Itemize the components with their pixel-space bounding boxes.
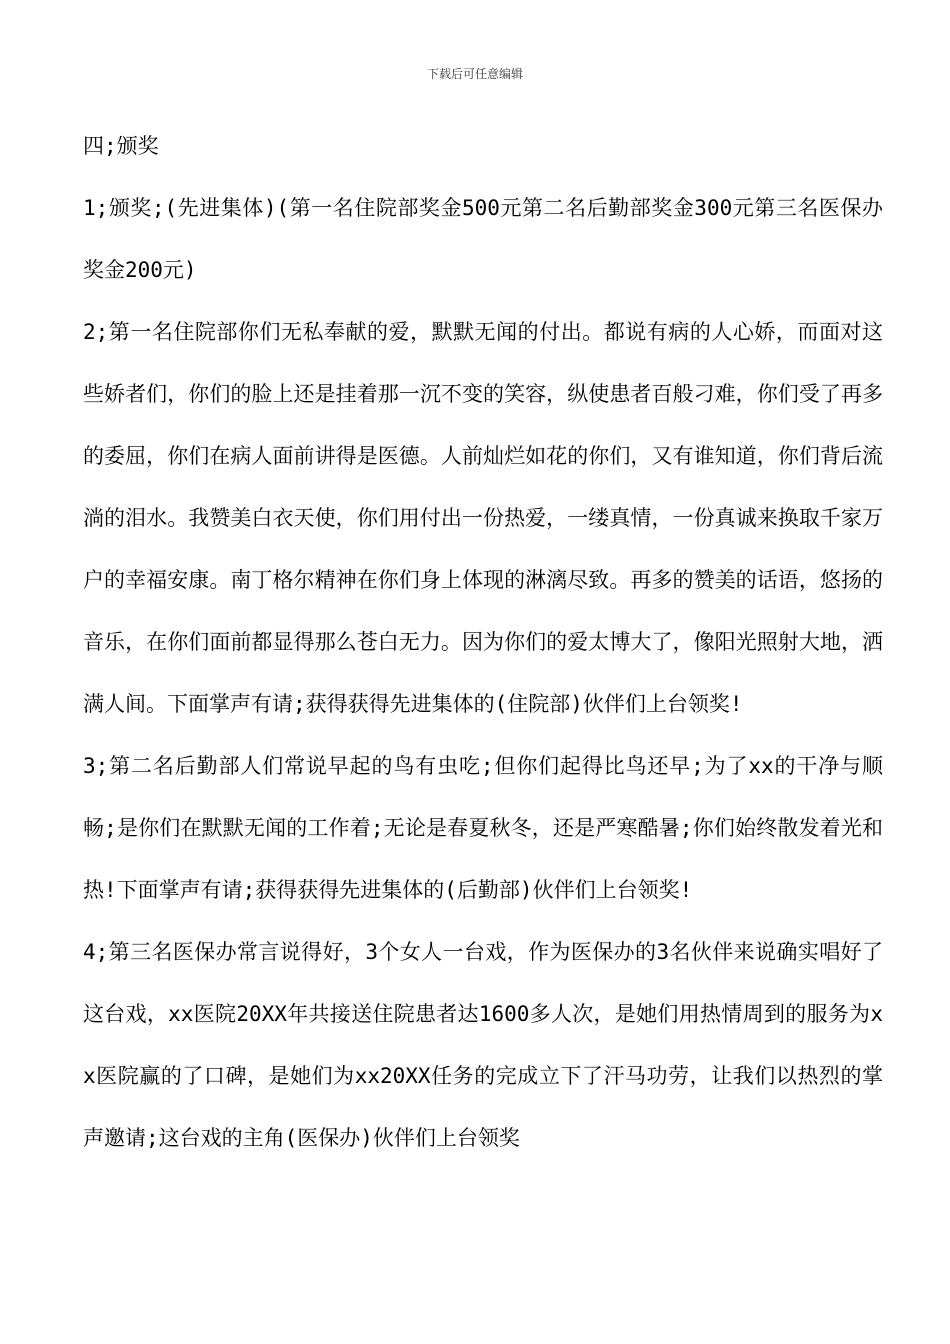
document-body [83, 115, 883, 1169]
paragraph-3: 3;第二名后勤部人们常说早起的鸟有虫吃;但你们起得比鸟还早;为了xx的干净与顺畅;是你们在默默无闻的工作着;无论是春夏秋冬，还是严寒酷暑;你们始终散发着光和热!下面掌声有请;获得获得先进集体的(后勤部)伙伴们上台领奖! [83, 754, 883, 902]
paragraph-4: 4;第三名医保办常言说得好，3个女人一台戏，作为医保办的3名伙伴来说确实唱好了这台戏，xx医院20XX年共接送住院患者达1600多人次，是她们用热情周到的服务为xx医院赢的了口碑，是她们为xx20XX任务的完成立下了汗马功劳，让我们以热烈的掌声邀请;这台戏的主角(医保办)伙伴们上台领奖 [83, 940, 883, 1150]
header-note: 下载后可任意编辑 [426, 67, 523, 81]
paragraph-2: 2;第一名住院部你们无私奉献的爱，默默无闻的付出。都说有病的人心娇，而面对这些娇者们，你们的脸上还是挂着那一沉不变的笑容，纵使患者百般刁难，你们受了再多的委屈，你们在病人面前讲得是医德。人前灿烂如花的你们，又有谁知道，你们背后流淌的泪水。我赞美白衣天使，你们用付出一份热爱，一缕真情，一份真诚来换取千家万户的幸福安康。南丁格尔精神在你们身上体现的淋漓尽致。再多的赞美的话语，悠扬的音乐，在你们面前都显得那么苍白无力。因为你们的爱太博大了，像阳光照射大地，洒满人间。下面掌声有请;获得获得先进集体的(住院部)伙伴们上台领奖! [83, 320, 883, 716]
paragraph-1: 1;颁奖;(先进集体)(第一名住院部奖金500元第二名后勤部奖金300元第三名医保办奖金200元) [83, 196, 883, 282]
section-title: 四;颁奖 [83, 134, 159, 158]
